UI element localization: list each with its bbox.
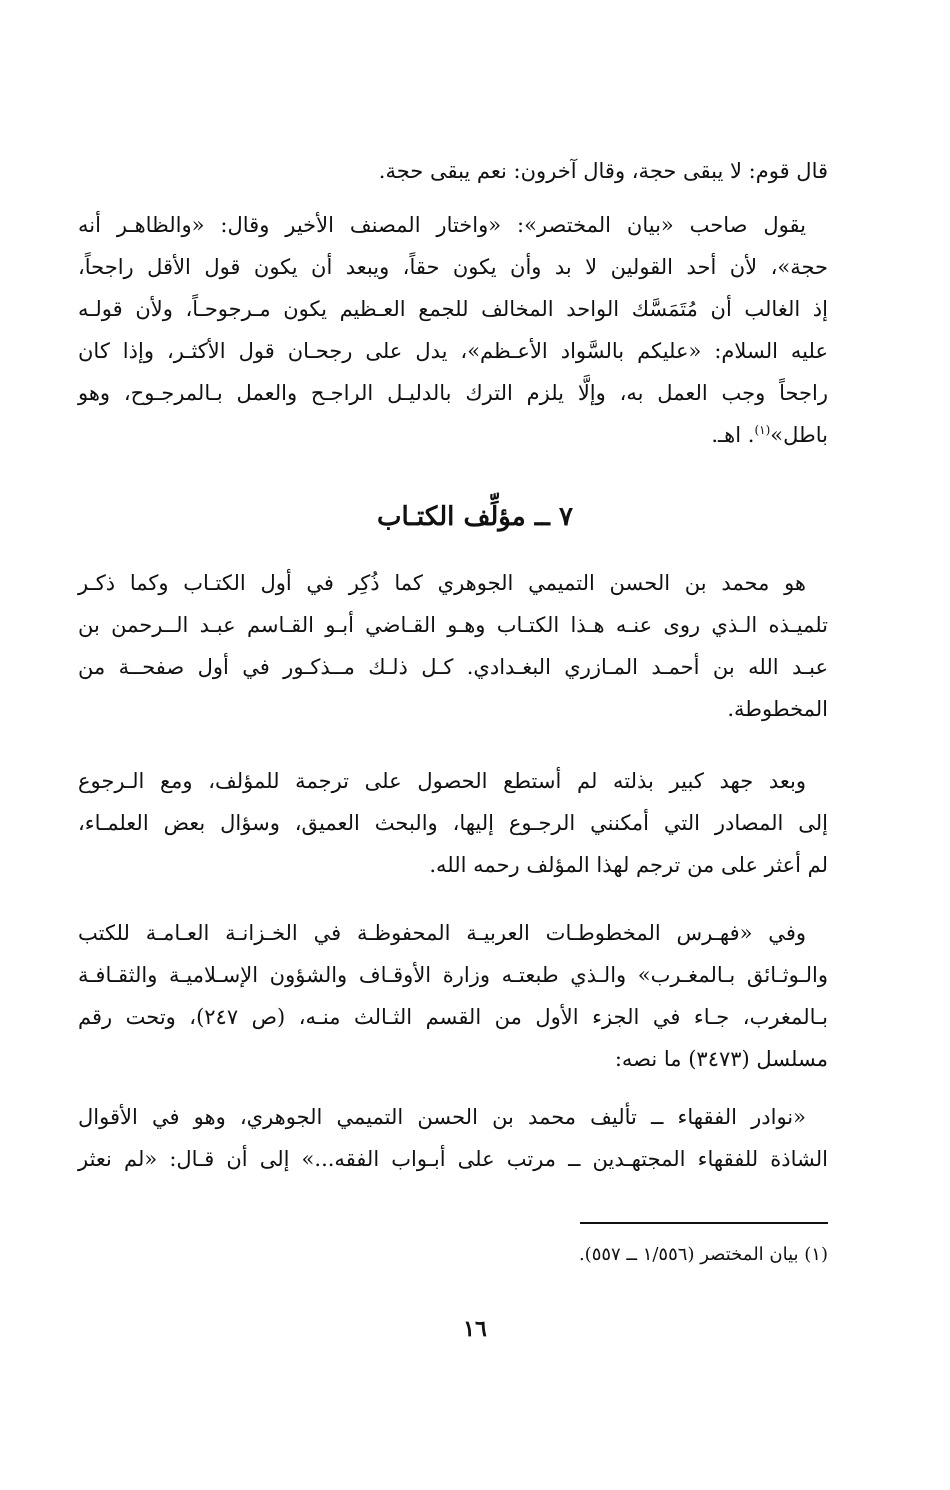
paragraph-line: عبـد الله بن أحمـد المـازري البغـدادي. كـل ذلـك مــذكـور في أول صفحــة من	[78, 655, 828, 679]
paragraph-line: مسلسل (٣٤٧٣) ما نصه:	[614, 1047, 828, 1071]
paragraph-line: والـوثـائق بـالمغـرب» والـذي طبعتـه وزارة الأوقـاف والشؤون الإسـلاميـة والثقـافـة	[78, 963, 828, 987]
paragraph-2	[78, 204, 828, 456]
paragraph-line: قال قوم: لا يبقى حجة، وقال آخرون: نعم يبقى حجة.	[378, 159, 828, 183]
paragraph-6	[78, 1096, 828, 1180]
paragraph-line: «نوادر الفقهاء ــ تأليف محمد بن الحسن التميمي الجوهري، وهو في الأقوال	[78, 1105, 806, 1129]
paragraph-line: لم أعثر على من ترجم لهذا المؤلف رحمه الله.	[429, 853, 828, 877]
paragraph-line: يقول صاحب «بيان المختصر»: «واختار المصنف الأخير وقال: «والظاهـر أنه	[78, 213, 806, 237]
paragraph-line: إلى المصادر التي أمكنني الرجـوع إليها، والبحث العميق، وسؤال بعض العلمـاء،	[78, 811, 828, 835]
paragraph-line: الشاذة للفقهاء المجتهـدين ــ مرتب على أبـواب الفقه...» إلى أن قـال: «لم نعثر	[78, 1147, 828, 1171]
section-heading: ٧ ــ مؤلِّف الكتـاب	[377, 502, 573, 532]
footnote: (١) بيان المختصر (١/٥٥٦ ــ ٥٥٧).	[578, 1244, 828, 1265]
paragraph-4	[78, 760, 828, 886]
paragraph-line: تلميـذه الـذي روى عنـه هـذا الكتـاب وهـو القـاضي أبـو القـاسم عبـد الــرحمن بن	[78, 613, 828, 637]
paragraph-line: إذ الغالب أن مُتَمَسَّك الواحد المخالف للجمع العـظيم يكون مـرجوحـاً، ولأن قولـه	[78, 297, 828, 321]
paragraph-line: عليه السلام: «عليكم بالسَّواد الأعـظم»، يدل على رجحـان قول الأكثـر، وإذا كان	[78, 339, 828, 363]
paragraph-line: المخطوطة.	[727, 697, 828, 721]
footnote-reference[interactable]: (١)	[754, 423, 771, 437]
footnote-divider	[580, 1222, 828, 1224]
paragraph-line: وفي «فهـرس المخطوطـات العربيـة المحفوظـة في الخـزانـة العـامـة للكتب	[78, 921, 806, 945]
paragraph-line: هو محمد بن الحسن التميمي الجوهري كما ذُكِر في أول الكتـاب وكما ذكـر	[78, 571, 806, 595]
page-number: ١٦	[463, 1316, 487, 1342]
paragraph-last-line	[78, 414, 828, 456]
paragraph-line: وبعد جهد كبير بذلته لم أستطع الحصول على ترجمة للمؤلف، ومع الـرجوع	[78, 769, 806, 793]
paragraph-line: حجة»، لأن أحد القولين لا بد وأن يكون حقاً، ويبعد أن يكون قول الأقل راجحاً،	[78, 255, 828, 279]
paragraph-1	[78, 150, 828, 192]
paragraph-line: راجحاً وجب العمل به، وإلَّا يلزم الترك بالدليـل الراجـح والعمل بـالمرجـوح، وهو	[78, 381, 828, 405]
paragraph-text: باطل»	[770, 423, 828, 447]
paragraph-line: بـالمغرب، جـاء في الجزء الأول من القسم الثـالث منـه، (ص ٢٤٧)، وتحت رقم	[78, 1005, 828, 1029]
paragraph-text: . اهـ.	[711, 423, 755, 447]
paragraph-3	[78, 562, 828, 730]
paragraph-5	[78, 912, 828, 1080]
